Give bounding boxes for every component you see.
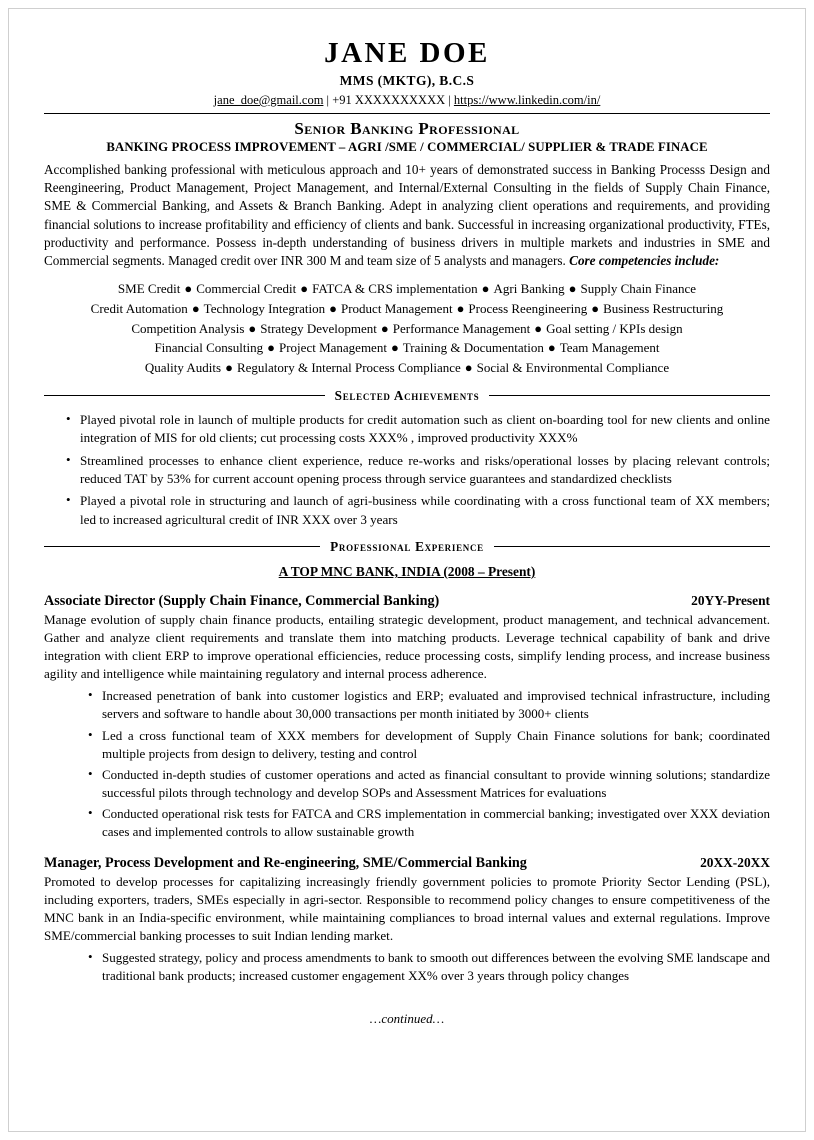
competency-item: Regulatory & Internal Process Compliance xyxy=(236,360,461,376)
job-header xyxy=(44,593,770,610)
summary-lead-in: Core competencies include: xyxy=(569,252,720,268)
header-divider xyxy=(44,113,770,114)
bullet-dot-icon: ● xyxy=(481,281,490,297)
achievements-list xyxy=(44,411,770,529)
bullet-dot-icon: ● xyxy=(464,360,473,376)
core-competencies xyxy=(44,279,770,378)
bullet-dot-icon: ● xyxy=(591,300,600,316)
competency-item: Technology Integration xyxy=(203,300,326,316)
competency-line xyxy=(44,338,770,358)
rule-left xyxy=(44,546,320,547)
competency-item: Team Management xyxy=(559,340,660,356)
competency-item: Business Restructuring xyxy=(603,300,724,316)
job-description: Promoted to develop processes for capitalizing increasingly friendly government policies to promote Priority Sector Lending (PSL), including exporters, traders, SMEs especially in agri-sector. Responsible to recommend policy changes to ensure competitiveness of the MNC bank in an India-specific environment, while maintaining compliances to broad internal values and external regulations. Improve SME/commercial banking processes to suit Indian lending market. xyxy=(44,873,770,943)
competency-line xyxy=(44,279,770,299)
bullet-dot-icon: ● xyxy=(267,340,275,356)
competency-item: SME Credit xyxy=(117,281,181,297)
job-bullet-item: • Increased penetration of bank into customer logistics and ERP; evaluated and improvised technical infrastructure, including servers and software to handle about 30,000 transactions per month initiated by 3000+ clients xyxy=(88,687,770,723)
phone-text: +91 XXXXXXXXXX xyxy=(332,92,446,107)
experience-section-header xyxy=(44,539,770,555)
candidate-name: JANE DOE xyxy=(324,37,490,69)
competency-item: Financial Consulting xyxy=(154,340,264,356)
bullet-dot-icon: ● xyxy=(568,281,577,297)
job-bullet-item: • Conducted operational risk tests for FATCA and CRS implementation in commercial banking; investigated over XXX deviation cases and implemented controls to allow sustainable growth xyxy=(88,805,770,841)
linkedin-link[interactable]: https://www.linkedin.com/in/ xyxy=(453,92,601,107)
achievements-heading: Selected Achievements xyxy=(334,387,480,403)
bullet-dot-icon: ● xyxy=(300,281,309,297)
job-header xyxy=(44,855,770,872)
bullet-dot-icon: ● xyxy=(380,320,389,336)
competency-item: Strategy Development xyxy=(260,320,377,336)
bullet-dot-icon: ● xyxy=(191,300,200,316)
job-bullet-item: • Suggested strategy, policy and process amendments to bank to smooth out differences between the evolving SME landscape and traditional bank products; increased customer engagement XX% over 3 years through policy changes xyxy=(88,949,770,985)
job-description: Manage evolution of supply chain finance products, entailing strategic development, product management, and technical advancement. Gather and analyze client requirements and translate them into matching products. Leverage technical capability of bank and drive integration with client ERP to improve operational efficiencies, reduce processing costs, simplify lending process, and increase business agility and intelligence while maintaining regulatory and internal process adherence. xyxy=(44,611,770,682)
company-name: A TOP MNC BANK, INDIA (2008 – Present) xyxy=(278,563,536,579)
contact-separator-1: | xyxy=(326,92,330,107)
competency-item: Agri Banking xyxy=(493,281,565,297)
job-title: Associate Director (Supply Chain Finance, Commercial Banking) xyxy=(44,592,440,609)
bullet-dot-icon: ● xyxy=(547,340,556,356)
competency-item: FATCA & CRS implementation xyxy=(312,281,478,297)
competency-item: Commercial Credit xyxy=(196,281,297,297)
competency-line xyxy=(44,319,770,339)
continued-footer: …continued… xyxy=(369,1011,445,1027)
headline-title: Senior Banking Professional xyxy=(294,118,520,138)
rule-right xyxy=(494,546,770,547)
headline-subtitle: BANKING PROCESS IMPROVEMENT – AGRI /SME / COMMERCIAL/ SUPPLIER & TRADE FINACE xyxy=(106,139,708,154)
competency-item: Product Management xyxy=(341,300,453,316)
competency-line xyxy=(44,358,770,378)
competency-item: Process Reengineering xyxy=(468,300,588,316)
bullet-dot-icon: ● xyxy=(390,340,399,356)
summary-paragraph xyxy=(44,161,770,270)
summary-text: Accomplished banking professional with meticulous approach and 10+ years of demonstrated success in Banking Processs Design and Reengineering, Product Management, Project Management, and Internal/External Consulting in the fields of Supply Chain Finance, SME & Commercial Banking, and Assets & Branch Banking. Adept in analyzing client operations and requirements, and providing financial solutions to increase profitability and efficiency of clients and bank. Successful in increasing organizational productivity, FTEs, productivity and performance. Possess in-depth understanding of business drivers in multiple markets and industries in SME and Commercial segments. Managed credit over INR 300 M and team size of 5 analysts and managers. xyxy=(44,161,770,268)
competency-item: Quality Audits xyxy=(144,360,222,376)
job-bullet-list xyxy=(44,687,770,842)
resume-content xyxy=(44,38,770,1027)
contact-line xyxy=(44,93,770,111)
achievement-item: • Played pivotal role in launch of multiple products for credit automation such as client on-boarding tool for new clients and online integration of MIS for old clients; cut processing costs XXX% , improved productivity XXX% xyxy=(66,411,770,448)
competency-line xyxy=(44,299,770,319)
job-bullet-item: • Conducted in-depth studies of customer operations and acted as financial consultant to provide winning solutions; standardize successful pilots through technology and develop SOPs and Assessment Matrices for evaluations xyxy=(88,766,770,802)
achievement-item: • Played a pivotal role in structuring and launch of agri-business while coordinating with a cross functional team of XX members; led to increased agricultural credit of INR XXX over 3 years xyxy=(66,492,770,529)
job-title: Manager, Process Development and Re-engineering, SME/Commercial Banking xyxy=(44,854,527,871)
experience-heading: Professional Experience xyxy=(330,538,484,554)
job-dates: 20YY-Present xyxy=(691,592,770,608)
contact-separator-2: | xyxy=(448,92,451,107)
competency-item: Goal setting / KPIs design xyxy=(546,320,683,336)
competency-item: Credit Automation xyxy=(90,300,188,316)
job-bullet-list xyxy=(44,949,770,985)
competency-item: Performance Management xyxy=(392,320,531,336)
jobs-container xyxy=(44,593,770,985)
candidate-degree: MMS (MKTG), B.C.S xyxy=(339,72,475,88)
competency-item: Social & Environmental Compliance xyxy=(476,360,670,376)
job-bullet-item: • Led a cross functional team of XXX members for development of Supply Chain Finance solutions for bank; coordinated multiple projects from design to delivery, testing and control xyxy=(88,727,770,763)
competency-item: Training & Documentation xyxy=(402,340,544,356)
job-dates: 20XX-20XX xyxy=(700,854,770,870)
bullet-dot-icon: ● xyxy=(456,300,465,316)
competency-item: Project Management xyxy=(279,340,387,356)
bullet-dot-icon: ● xyxy=(225,360,233,376)
achievement-item: • Streamlined processes to enhance client experience, reduce re-works and risks/operational losses by placing relevant controls; reduced TAT by 53% for current account opening process through service guarantees and standardized checklists xyxy=(66,452,770,489)
email-link[interactable]: jane_doe@gmail.com xyxy=(213,92,324,107)
bullet-dot-icon: ● xyxy=(184,281,193,297)
competency-item: Supply Chain Finance xyxy=(580,281,697,297)
bullet-dot-icon: ● xyxy=(329,300,337,316)
competency-item: Competition Analysis xyxy=(131,320,245,336)
bullet-dot-icon: ● xyxy=(534,320,543,336)
achievements-section-header xyxy=(44,388,770,404)
rule-right xyxy=(489,395,770,396)
rule-left xyxy=(44,395,325,396)
bullet-dot-icon: ● xyxy=(248,320,257,336)
